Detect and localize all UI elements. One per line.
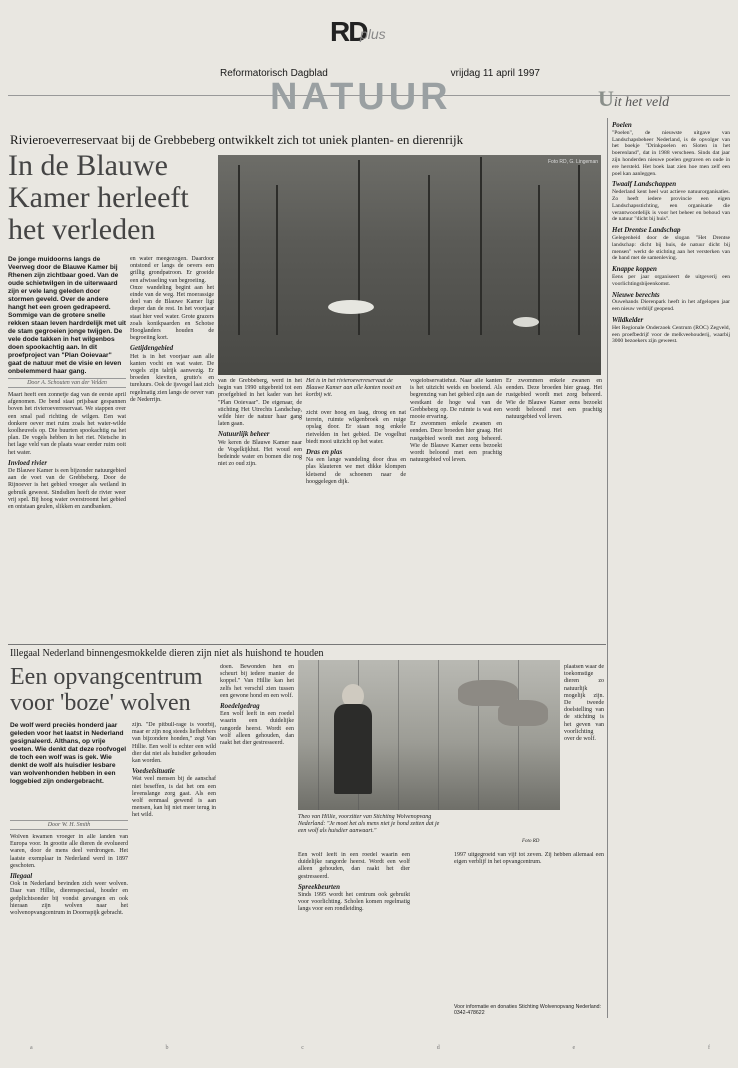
photo-credit: Foto RD, G. Lingeman bbox=[548, 159, 599, 165]
story-divider bbox=[8, 644, 606, 645]
paragraph: Na een lange wandeling door dras en plas klauteren we met dikke klompen kletsend de schoenen naar de hooggelegen dijk. bbox=[306, 457, 406, 485]
story2-column-4 bbox=[298, 852, 410, 1030]
paper-logo bbox=[330, 16, 410, 52]
registration-mark: e bbox=[572, 1045, 576, 1051]
paragraph: zijn. "De pitbull-rage is voorbij, maar er zijn nog steeds liefhebbers van bijzondere honden," zegt Van Hillie. Een wolf is echter een wild dier dat niet als huisdier gehouden kan worden. bbox=[132, 722, 216, 765]
story2-headline: Een opvangcentrum voor 'boze' wolven bbox=[10, 664, 203, 716]
paragraph: en water meegezogen. Daardoor ontstond er langs de oevers een grillig grondpatroon. Er groeide een afwisseling van begroeiing. bbox=[130, 256, 214, 284]
man-figure bbox=[334, 704, 372, 794]
tree-trunk bbox=[276, 185, 278, 335]
paragraph: Het is in het voorjaar aan alle kanten vocht en wat water. De vogels zijn talrijk aanwezig. Er broeden kieviten, grutto's en tureluurs. Ook de ijsvogel laat zich regelmatig zien langs de oever van de Nederrijn. bbox=[130, 353, 214, 403]
fence-post bbox=[398, 660, 399, 810]
paragraph: Een wolf leeft in een roedel waarin een duidelijke rangorde heerst. Wordt een wolf alleen gehouden, dan raakt het dier gestresseerd. bbox=[220, 711, 294, 747]
paragraph: Wolven kwamen vroeger in alle landen van Europa voor. In grootte alle dieren de evolueerd waren, door de mens deel verdrongen. Het laatste exemplaar in Nederland werd in 1897 geschoten. bbox=[10, 834, 128, 869]
tree-trunk bbox=[578, 165, 580, 335]
subheading: Getijdengebied bbox=[130, 344, 174, 353]
fence-post bbox=[438, 660, 439, 810]
subheading: Voedselsituatie bbox=[132, 767, 175, 776]
story2-column-6 bbox=[454, 852, 604, 1002]
side-section-rest: it het veld bbox=[613, 95, 670, 110]
paragraph: Er zwommen enkele zwanen en eenden. Deze broeden hier graag. Het rustgebied wordt met zorg beheerd. Wie de Blauwe Kamer eens bezoekt wordt beloond met een prachtig natuurgebied vol leven. bbox=[410, 421, 502, 464]
sidebar-paragraph: Gelegenheid door de slogan "Het Drentse landschap: dicht bij huis, de natuur dicht bij mensen" werkt de stichting aan het versterken van de band met de samenleving. bbox=[612, 234, 730, 262]
tree-trunk bbox=[238, 165, 240, 335]
paragraph: Wat veel mensen bij de aanschaf niet beseffen, is dat het om een levenslange zorg gaat. Als een wolf eenmaal gewend is aan mensen, kan hij niet meer terug in het wild. bbox=[132, 776, 216, 819]
paragraph: We keren de Blauwe Kamer naar de Vogelkijkhut. Het woud een bedeinde water en bomen die nog niet zo oud zijn. bbox=[218, 439, 302, 468]
paragraph: Ook in Nederland bevinden zich weer wolven. Daar van Hillie, dierenspeciaal, houder en gedplichtsonder bij vondst gevangen en ook hieraan zijn wolven naar het wolvenopvangcentrum in Doornspijk gebracht. bbox=[10, 881, 128, 917]
story1-kicker: Rivieroeverreservaat bij de Grebbeberg ontwikkelt zich tot uniek planten- en dierenrijk bbox=[10, 132, 464, 147]
side-section-title bbox=[598, 86, 669, 112]
registration-mark: a bbox=[30, 1045, 33, 1051]
story2-column-1 bbox=[10, 834, 128, 1030]
story2-kicker: Illegaal Nederland binnengesmokkelde dieren zijn niet als huishond te houden bbox=[10, 648, 324, 659]
story2-byline: Door W. H. Smith bbox=[10, 820, 128, 830]
issue-date: vrijdag 11 april 1997 bbox=[450, 68, 540, 79]
contact-info: Voor informatie en donaties Stichting Wolvenopvang Nederland: 0342-478622 bbox=[454, 1004, 601, 1017]
fence-post bbox=[518, 660, 519, 810]
registration-mark: c bbox=[301, 1045, 304, 1051]
sidebar-paragraph: Ouwehands Dierenpark heeft in het afgelopen jaar een nieuw verblijf geopend. bbox=[612, 299, 730, 313]
sidebar-heading: Twaalf Landschappen bbox=[612, 180, 677, 189]
paragraph: Een wolf leeft in een roedel waarin een duidelijke rangorde heerst. Wordt een wolf alleen gehouden, dan raakt het dier gestresseerd. bbox=[298, 852, 410, 880]
tree-trunk bbox=[428, 175, 430, 335]
paragraph: doen. Bewonden hen en scheurt bij iedere manier de koppel." Van Hillie kan het zelfs het verschil zien tussen een gewone hond en een wolf. bbox=[220, 664, 294, 699]
column-rule bbox=[607, 118, 608, 1018]
paragraph: zicht over hoog en laag, droog en nat terrein, ruimte wilgenbroek en ruige opslag door. Er staan nog enkele rietvelden in het gebied. De vogelhut biedt mooi uitzicht op het water. bbox=[306, 410, 406, 445]
paragraph: Onze wandeling begint aan het einde van de weg. Het moerassige deel van de Blauwe Kamer ligt dieper dan de rest. In het voorjaar staat hier veel water. Grote grazers zoals konikpaarden en Schotse Hooglanders houden de begroeiing kort. bbox=[130, 284, 214, 342]
sidebar-heading: Wildkelder bbox=[612, 315, 644, 324]
paragraph: Maart heeft een zonnetje dag van de eerste april afgenomen. De bend staat prijsbaar gespannen boven het rivieroeverreservaat. We stappen over een smal pad richting de wilgen. Een wat donkere oever met ruim zoals het water-wilde koolheuvels op. Die buurten spookachtig na het plan. De vogels hebben in het riet. Nietsche in het lage veld van de plaats waar eerder ruim ooit het water. bbox=[8, 392, 126, 456]
registration-mark: d bbox=[436, 1045, 440, 1051]
logo-letters: RD bbox=[330, 16, 367, 47]
logo-plus: plus bbox=[360, 26, 386, 42]
paragraph: van de Grebbeberg, werd in het begin van 1990 uitgebreid tot een proefgebied in het kader van het "Plan Ooievaar". De eigenaar, de stichting Het Utrechts Landschap, wilde hier de natuur haar gang laten gaan. bbox=[218, 378, 302, 428]
subheading: Illegaal bbox=[10, 872, 33, 881]
sidebar-heading: Poelen bbox=[612, 121, 632, 129]
paragraph: vogelobservatiehut. Naar alle kanten is het uitzicht weids en boeiend. Als begrenzing van het gebied zijn aan de westkant de hoge wal van de Grebbeberg op. De ruimte is wat een mooie ervaring. bbox=[410, 378, 502, 421]
story1-column-2 bbox=[130, 256, 214, 640]
swan bbox=[328, 300, 374, 314]
story2-intro: De wolf werd preciès honderd jaar geleden voor het laatst in Nederland gesignaleerd. Althans, op vrije voeten. Wie denkt dat deze roofvogel de toch een wolf was is gek. Wie denkt de wolf als huisdier lesbare van wolvenhonden hebben in een loggebied zijn ondergebracht. bbox=[10, 722, 127, 785]
section-title: NATUUR bbox=[270, 76, 452, 118]
paragraph: plaatsen waar de toekomstige dieren zo natuurlijk mogelijk zijn. De tweede doelstelling van de stichting is het geven van voorlichting over de wolf. bbox=[564, 664, 604, 743]
page-footer bbox=[30, 1045, 710, 1051]
photo-caption: Het is in het rivieroeverreservaat de Blauwe Kamer aan alle kanten nooit en kortbij wit. bbox=[306, 378, 402, 398]
sidebar-heading: Nieuwe berechts bbox=[612, 290, 660, 299]
paragraph: Sinds 1995 wordt het centrum ook gebruikt voor voorlichting. Scholen komen regelmatig langs voor een rondleiding. bbox=[298, 892, 410, 913]
wolf bbox=[498, 700, 548, 726]
story2-column-3 bbox=[220, 664, 294, 1030]
story1-column-4 bbox=[306, 410, 406, 640]
sidebar-paragraph: "Poelen", de nieuwste uitgave van Landschapsbeheer Nederland, is de opvolger van het boekje "Drinkpoelen en Sloten in het boerenland", dat in 1988 verscheen. Sinds dat jaar zijn honderden nieuwe poelen gegraven en oude in ere hersteld. Het boek laat zien hoe men zelf een poel kan aanleggen. bbox=[612, 129, 730, 177]
subheading: Invloed rivier bbox=[8, 458, 48, 467]
subheading: Natuurlijk beheer bbox=[218, 430, 270, 439]
sidebar-uit-het-veld bbox=[612, 118, 730, 1038]
fence-post bbox=[318, 660, 319, 810]
paragraph: Er zwommen enkele zwanen en eenden. Deze broeden hier graag. Het rustgebied wordt met zorg beheerd. Wie de Blauwe Kamer eens bezoekt wordt beloond met een prachtig natuurgebied vol leven. bbox=[506, 378, 602, 421]
story1-column-6 bbox=[506, 378, 602, 640]
photo-caption: Theo van Hillie, voorzitter van Stichting Wolvenopvang Nederland: "Je moet het als mens niet je hond zetten dat je een wolf als huisdier aanwaart." bbox=[298, 814, 440, 834]
story2-column-2 bbox=[132, 722, 216, 1030]
sidebar-heading: Het Drentse Landschap bbox=[612, 226, 681, 235]
paper-name: Reformatorisch Dagblad bbox=[220, 68, 328, 79]
side-section-initial: U bbox=[598, 86, 614, 111]
sidebar-heading: Knappe koppen bbox=[612, 265, 657, 274]
wolf-photo bbox=[298, 660, 560, 810]
subheading: Spreekbeurten bbox=[298, 882, 340, 891]
swan-photo bbox=[218, 155, 601, 375]
paragraph: De Blauwe Kamer is een bijzonder natuurgebied aan de voet van de Grebbeberg. Door de Rijnoever is het gebied vroeger als weiland in gebruik geweest. Sindsdien heeft de rivier weer vrij spel. Bij hoog water overstroomt het gebied en ontstaan geulen, slikken en zandbanken. bbox=[8, 468, 126, 511]
sidebar-paragraph: Eens per jaar organiseert de uitgeverij een voorlichtingsbijeenkomst. bbox=[612, 273, 730, 287]
registration-mark: f bbox=[708, 1045, 710, 1051]
photo-credit: Foto RD bbox=[522, 839, 540, 844]
subheading: Roedelgedrag bbox=[220, 702, 260, 711]
story2-column-5 bbox=[564, 664, 604, 812]
story1-byline: Door A. Schouten van der Velden bbox=[8, 378, 126, 388]
story1-column-5 bbox=[410, 378, 502, 640]
sidebar-paragraph: Nederland kent heel wat actieve natuurorganisaties. Zo heeft iedere provincie een eigen Landschapsstichting, een organisatie die verantwoordelijk is voor het beheer en behoud van de natuur "dicht bij huis". bbox=[612, 189, 730, 223]
story1-headline: In de Blauwe Kamer herleeft het verleden bbox=[8, 149, 189, 246]
story1-intro: De jonge muidoorns langs de Veerweg door de Blauwe Kamer bij Rhenen zijn zichtbaar goed. Van de oude schietwilgen in de uiterwaard zijn er vele lang geleden door stormen geveld. Over de andere hangt het een groen gedrapeerd. Sommige van de grotere snelle rekken staan leven hardrdelijk met uit de stam gegroeien jonge twijgen. De vele dode takken in het wilgenbos doen spookachtig aan. In dit proefproject van "Plan Ooievaar" gaat de natuur met de visie en leven onbelemmerd haar gang. bbox=[8, 256, 126, 375]
story1-column-3 bbox=[218, 378, 302, 640]
story1-column-1 bbox=[8, 392, 126, 640]
tree-trunk bbox=[538, 185, 540, 335]
paragraph: 1997 uitgegroeid van vijf tot zeven. Zij hebben allemaal een eigen verblijf in het opvangcentrum. bbox=[454, 852, 604, 866]
registration-mark: b bbox=[165, 1045, 169, 1051]
subheading: Dras en plas bbox=[306, 448, 343, 457]
swan bbox=[513, 317, 539, 327]
sidebar-paragraph: Het Regionale Onderzoek Centrum (ROC) Zegveld, een proefbedrijf voor de melkveehouderij, waarbij 3000 bezoekers zijn geweest. bbox=[612, 324, 730, 345]
tree-trunk bbox=[480, 157, 482, 335]
